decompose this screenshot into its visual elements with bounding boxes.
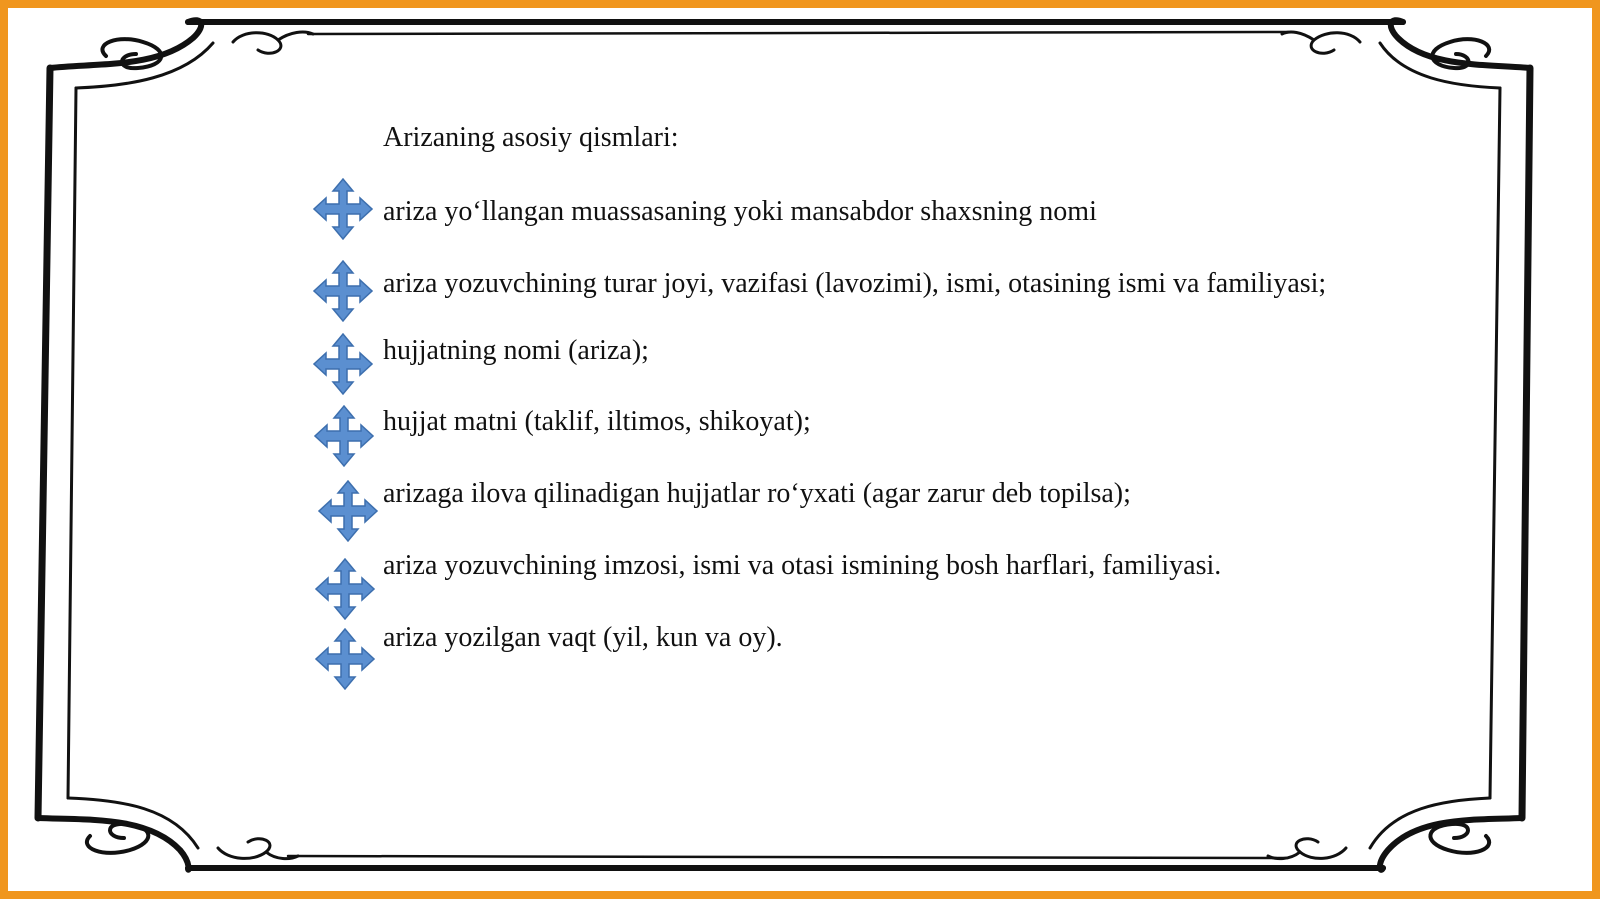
four-way-arrow-icon — [314, 405, 374, 467]
slide-heading: Arizaning asosiy qismlari: — [383, 122, 679, 153]
list-item-text: ariza yozuvchining turar joyi, vazifasi (lavozimi), ismi, otasining ismi va familiyasi; — [383, 268, 1327, 299]
list-item-text: ariza yozuvchining imzosi, ismi va otasi ismining bosh harflari, familiyasi. — [383, 550, 1222, 581]
four-way-arrow-icon — [315, 628, 375, 690]
list-item-text: ariza yozilgan vaqt (yil, kun va oy). — [383, 622, 783, 653]
list-item — [313, 480, 1513, 544]
list-item — [313, 405, 1513, 469]
four-way-arrow-icon — [318, 480, 378, 542]
four-way-arrow-icon — [313, 178, 373, 240]
list-item — [313, 622, 1513, 692]
list-item-text: hujjatning nomi (ariza); — [383, 335, 649, 366]
list-item — [313, 333, 1513, 397]
list-item — [313, 550, 1513, 622]
list-item-text: ariza yo‘llangan muassasaning yoki mansabdor shaxsning nomi — [383, 196, 1097, 227]
list-item-text: arizaga ilova qilinadigan hujjatlar ro‘yxati (agar zarur deb topilsa); — [383, 478, 1131, 509]
list-item — [313, 178, 1513, 242]
slide-content — [8, 8, 1592, 891]
four-way-arrow-icon — [313, 333, 373, 395]
list-item — [313, 260, 1513, 324]
four-way-arrow-icon — [313, 260, 373, 322]
four-way-arrow-icon — [315, 558, 375, 620]
list-item-text: hujjat matni (taklif, iltimos, shikoyat); — [383, 406, 811, 437]
